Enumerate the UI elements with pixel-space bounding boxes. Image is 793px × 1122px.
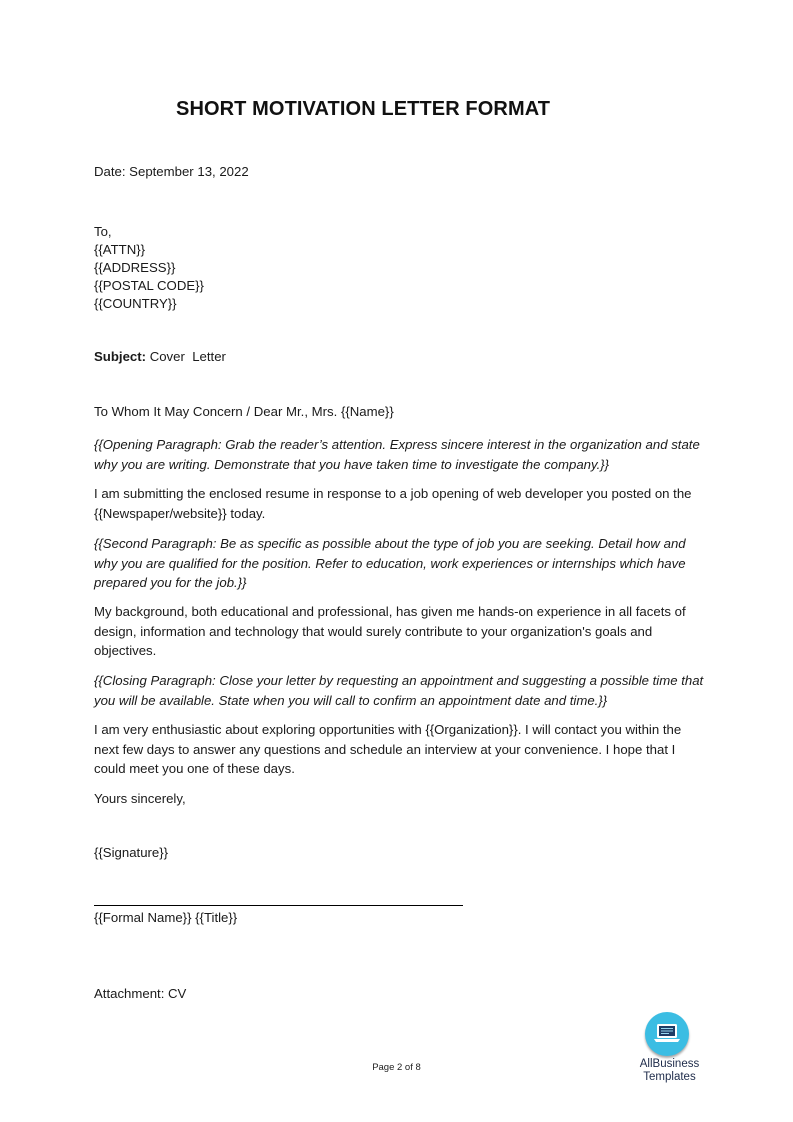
closing-line: Yours sincerely, xyxy=(94,791,186,806)
page-title: SHORT MOTIVATION LETTER FORMAT xyxy=(176,98,551,120)
opening-paragraph-hint: {{Opening Paragraph: Grab the reader’s attention. Express sincere interest in the organization and state why you are writing. Demonstrate that you have taken time to investigate the company.}} xyxy=(94,437,700,472)
logo-line-2: Templates xyxy=(643,1070,696,1083)
subject-line xyxy=(94,347,226,367)
closing-paragraph-hint: {{Closing Paragraph: Close your letter by requesting an appointment and suggesting a possible time that you will be available. State when you will call to confirm an appointment date and time.}} xyxy=(94,673,704,708)
address-to: To, xyxy=(94,224,112,239)
laptop-icon xyxy=(645,1012,689,1056)
subject-label: Subject: xyxy=(94,349,147,364)
page-number: Page 2 of 8 xyxy=(372,1062,421,1073)
attachment-line: Attachment: CV xyxy=(94,986,187,1001)
address-country: {{COUNTRY}} xyxy=(94,296,177,311)
subject-value: Cover Letter xyxy=(146,349,226,364)
signature-placeholder: {{Signature}} xyxy=(94,845,169,860)
salutation: To Whom It May Concern / Dear Mr., Mrs. {{Name}} xyxy=(94,404,394,419)
address-postal-code: {{POSTAL CODE}} xyxy=(94,278,204,293)
address-street: {{ADDRESS}} xyxy=(94,260,176,275)
logo-text xyxy=(632,1058,707,1083)
second-paragraph-hint: {{Second Paragraph: Be as specific as possible about the type of job you are seeking. Detail how and why you are qualified for the position. Refer to education, work experiences or internships which have prepared you for the job.}} xyxy=(94,536,686,590)
allbusiness-templates-logo xyxy=(632,1012,707,1087)
address-attn: {{ATTN}} xyxy=(94,242,146,257)
body-paragraph-3: I am very enthusiastic about exploring opportunities with {{Organization}}. I will contact you within the next few days to answer any questions and schedule an interview at your convenience. I hope that I could meet you one of these days. xyxy=(94,722,682,776)
signature-rule xyxy=(94,905,463,906)
logo-badge xyxy=(645,1012,689,1056)
body-paragraph-1: I am submitting the enclosed resume in response to a job opening of web developer you posted on the {{Newspaper/website}} today. xyxy=(94,486,692,521)
body-paragraph-2: My background, both educational and professional, has given me hands-on experience in all facets of design, information and technology that would surely contribute to your organization's goals and objectives. xyxy=(94,604,686,658)
formal-name: {{Formal Name}} {{Title}} xyxy=(94,910,238,925)
date-line: Date: September 13, 2022 xyxy=(94,164,249,179)
logo-line-1: AllBusiness xyxy=(639,1058,700,1070)
